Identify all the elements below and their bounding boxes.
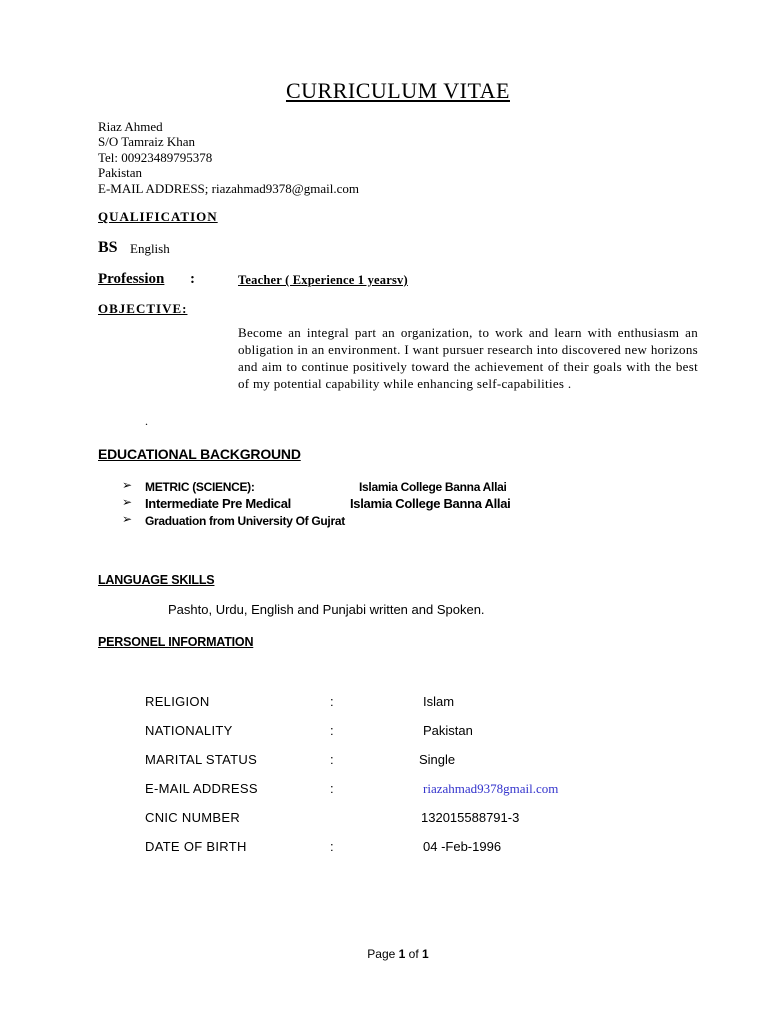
personal-colon: :: [330, 723, 334, 738]
personal-colon: :: [330, 694, 334, 709]
personal-label-dob: DATE OF BIRTH: [145, 839, 247, 854]
personal-value-religion: Islam: [423, 694, 455, 709]
contact-name: Riaz Ahmed: [98, 119, 163, 134]
personal-colon: :: [330, 752, 334, 767]
footer-page-total: 1: [422, 947, 429, 961]
personal-label-email: E-MAIL ADDRESS: [145, 781, 258, 796]
contact-tel: Tel: 00923489795378: [98, 150, 213, 165]
personal-label-nationality: NATIONALITY: [145, 723, 233, 738]
education-item-institute: Islamia College Banna Allai: [350, 496, 511, 511]
qualification-heading: QUALIFICATION: [98, 209, 218, 224]
page-footer: [0, 947, 768, 961]
footer-page-number: 1: [398, 947, 406, 961]
page-title: CURRICULUM VITAE: [285, 78, 510, 103]
degree-label: BS: [98, 239, 118, 256]
education-item-degree: METRIC (SCIENCE):: [145, 480, 255, 494]
profession-colon: :: [190, 271, 195, 287]
profession-value: Teacher ( Experience 1 yearsv): [238, 273, 408, 287]
personal-label-religion: RELIGION: [145, 694, 210, 709]
bullet-arrow-icon: ➢: [122, 478, 133, 492]
footer-of-word: of: [408, 947, 419, 961]
education-heading: EDUCATIONAL BACKGROUND: [98, 446, 301, 462]
personal-heading: PERSONEL INFORMATION: [98, 635, 254, 649]
personal-value-cnic: 132015588791-3: [421, 810, 520, 825]
bullet-arrow-icon: ➢: [122, 512, 133, 526]
contact-email: E-MAIL ADDRESS; riazahmad9378@gmail.com: [98, 181, 359, 196]
degree-subject: English: [130, 241, 170, 256]
bullet-arrow-icon: ➢: [122, 495, 133, 509]
language-text: Pashto, Urdu, English and Punjabi written and Spoken.: [168, 602, 485, 617]
personal-value-email-link[interactable]: riazahmad9378gmail.com: [423, 781, 559, 796]
personal-label-cnic: CNIC NUMBER: [145, 810, 241, 825]
personal-colon: :: [330, 839, 334, 854]
objective-heading: OBJECTIVE:: [98, 301, 188, 316]
education-item-institute: Islamia College Banna Allai: [359, 480, 507, 494]
personal-value-marital-status: Single: [419, 752, 456, 767]
education-item-degree: Intermediate Pre Medical: [145, 496, 291, 511]
objective-text: Become an integral part an organization, to work and learn with enthusiasm an obligation in an environment. I want pursuer research into discovered new horizons and aim to continue positively toward the achievement of their goals with the best of my potential capability while enhancing self-capabilities .: [238, 325, 698, 391]
stray-dot: .: [145, 414, 148, 428]
education-item-degree: Graduation from University Of Gujrat: [145, 514, 345, 528]
personal-value-dob: 04 -Feb-1996: [423, 839, 502, 854]
contact-country: Pakistan: [98, 165, 143, 180]
footer-page-word: Page: [367, 947, 396, 961]
contact-parent: S/O Tamraiz Khan: [98, 134, 196, 149]
personal-colon: :: [330, 781, 334, 796]
language-heading: LANGUAGE SKILLS: [98, 573, 215, 587]
profession-label: Profession: [98, 271, 165, 287]
personal-label-marital-status: MARITAL STATUS: [145, 752, 258, 767]
personal-value-nationality: Pakistan: [423, 723, 473, 738]
